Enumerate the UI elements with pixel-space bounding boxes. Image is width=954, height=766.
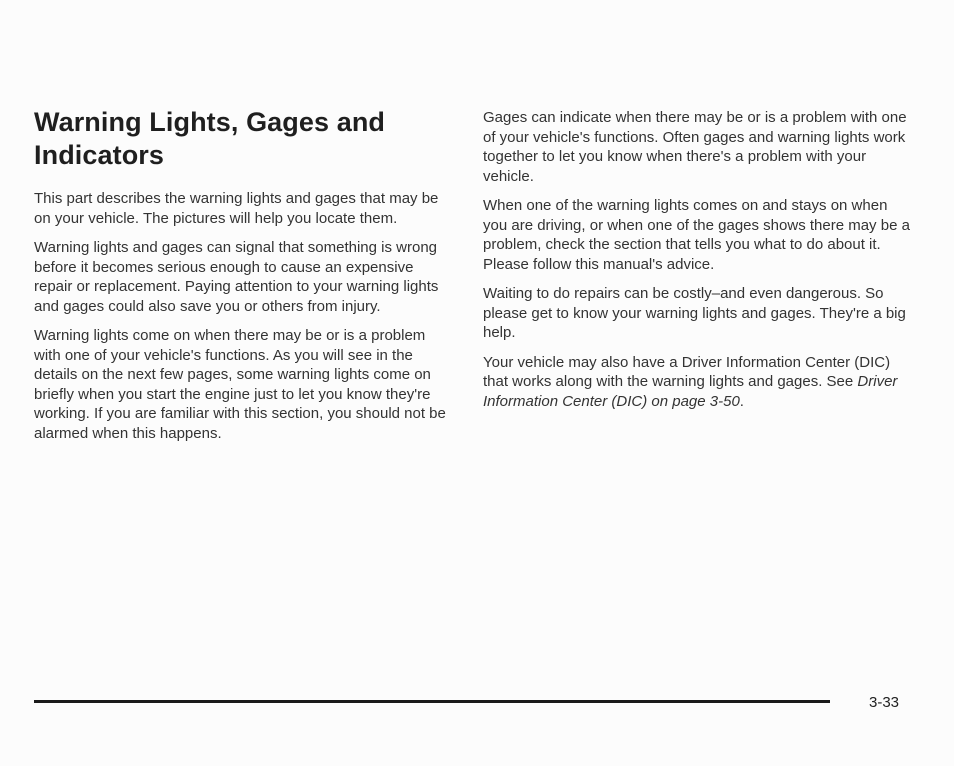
dic-end: . bbox=[739, 392, 744, 410]
paragraph-dic bbox=[483, 353, 913, 412]
paragraph-intro: This part describes the warning lights and gages that may be on your vehicle. The pictures will help you locate them. bbox=[34, 190, 439, 227]
page-number: 3-33 bbox=[869, 694, 900, 711]
paragraph-repairs: Waiting to do repairs can be costly–and even dangerous. So please get to know your warning lights and gages. They're a big help. bbox=[483, 285, 906, 341]
paragraph-signal: Warning lights and gages can signal that something is wrong before it becomes serious enough to cause an expensive repair or replacement. Paying attention to your warning lights and gages could also save you or others from injury. bbox=[34, 239, 439, 315]
paragraph-gages: Gages can indicate when there may be or is a problem with one of your vehicle's functions. Often gages and warning lights work together to let you know when there's a problem with your vehicle. bbox=[483, 109, 907, 185]
left-column bbox=[34, 106, 454, 453]
paragraph-warning-lights: Warning lights come on when there may be or is a problem with one of your vehicle's functions. As you will see in the details on the next few pages, some warning lights come on briefly when you start the engine just to let you know they're working. If you are familiar with this section, you should not be alarmed when this happens. bbox=[34, 327, 446, 442]
section-heading: Warning Lights, Gages and Indicators bbox=[34, 107, 386, 170]
dic-text: Your vehicle may also have a Driver Information Center (DIC) that works along with the warning lights and gages. See bbox=[483, 353, 891, 390]
footer-rule bbox=[34, 700, 830, 703]
right-column bbox=[483, 108, 913, 421]
paragraph-stays-on: When one of the warning lights comes on and stays on when you are driving, or when one of the gages shows there may be a problem, check the section that tells you what to do about it. Please follow this manual's advice. bbox=[483, 197, 910, 273]
dic-page-reference-link[interactable]: Driver Information Center (DIC) on page 3-50 bbox=[483, 373, 898, 410]
